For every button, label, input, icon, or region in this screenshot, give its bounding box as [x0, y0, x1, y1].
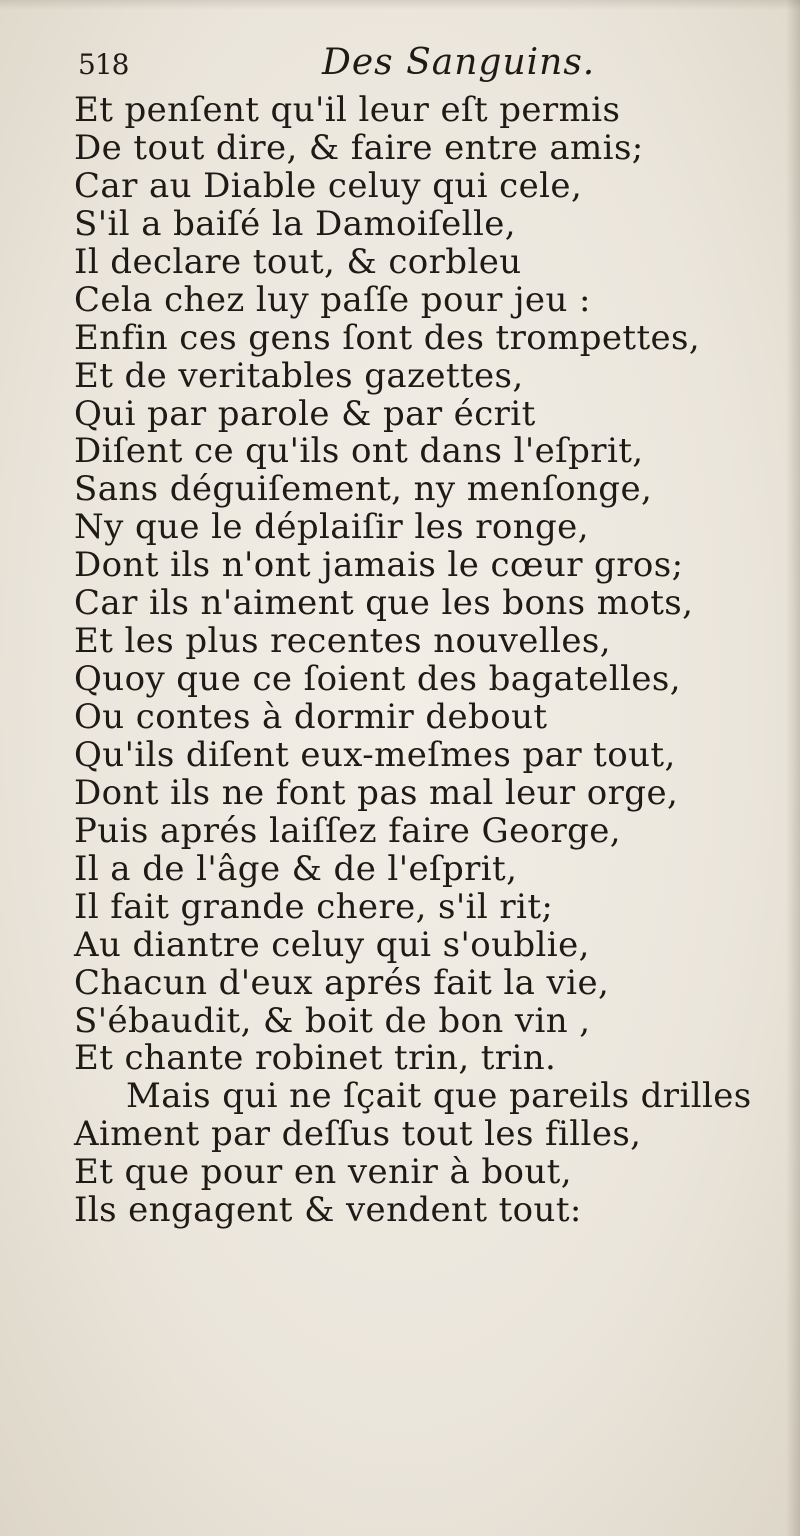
verse-line: Au diantre celuy qui s'oublie,: [74, 924, 590, 965]
verse-line: Ou contes à dormir debout: [74, 697, 548, 737]
verse-line: Mais qui ne ſçait que pareils drilles: [126, 1076, 752, 1117]
verse-line: Chacun d'eux aprés fait la vie,: [74, 962, 610, 1003]
verse-line: S'il a baiſé la Damoiſelle,: [74, 203, 516, 244]
verse-line: Dont ils ne font pas mal leur orge,: [74, 772, 679, 813]
verse-line: Et chante robinet trin, trin.: [74, 1038, 557, 1079]
page-number: 518: [78, 48, 129, 81]
verse-line: De tout dire, & faire entre amis;: [74, 127, 644, 168]
page-heading: Des Sanguins.: [322, 42, 596, 83]
verse-line: Et de veritables gazettes,: [74, 355, 524, 396]
verse-line: Ils engagent & vendent tout:: [74, 1190, 582, 1231]
verse-line: Ny que le déplaiſir les ronge,: [74, 507, 589, 548]
verse-line: Qui par parole & par écrit: [74, 393, 536, 434]
verse-line: Et penſent qu'il leur eſt permis: [74, 90, 621, 130]
verse-line: Diſent ce qu'ils ont dans l'eſprit,: [74, 431, 644, 472]
verse-line: Quoy que ce ſoient des bagatelles,: [74, 659, 681, 700]
verse-line: Car ils n'aiment que les bons mots,: [74, 583, 694, 624]
verse-line: Il a de l'âge & de l'eſprit,: [74, 848, 518, 889]
verse-line: Qu'ils diſent eux-meſmes par tout,: [74, 734, 676, 775]
verse-line: Cela chez luy paſſe pour jeu :: [74, 279, 591, 320]
verse-text: [74, 92, 774, 1230]
running-head: [78, 42, 638, 92]
verse-line: Aiment par deſſus tout les filles,: [74, 1114, 642, 1155]
verse-line: Puis aprés laiſſez faire George,: [74, 810, 622, 851]
verse-line: Il fait grande chere, s'il rit;: [74, 886, 554, 927]
verse-line: Et que pour en venir à bout,: [74, 1152, 572, 1193]
verse-line: S'ébaudit, & boit de bon vin ,: [74, 1000, 591, 1041]
verse-line: Il declare tout, & corbleu: [74, 241, 522, 282]
page-gutter-shadow: [786, 0, 800, 1536]
verse-line: Et les plus recentes nouvelles,: [74, 621, 611, 662]
verse-line: Car au Diable celuy qui cele,: [74, 165, 583, 206]
verse-line: Enfin ces gens ſont des trompettes,: [74, 317, 701, 358]
verse-line: Dont ils n'ont jamais le cœur gros;: [74, 545, 684, 586]
verse-line: Sans déguiſement, ny menſonge,: [74, 469, 653, 510]
page-top-shadow: [0, 0, 800, 10]
